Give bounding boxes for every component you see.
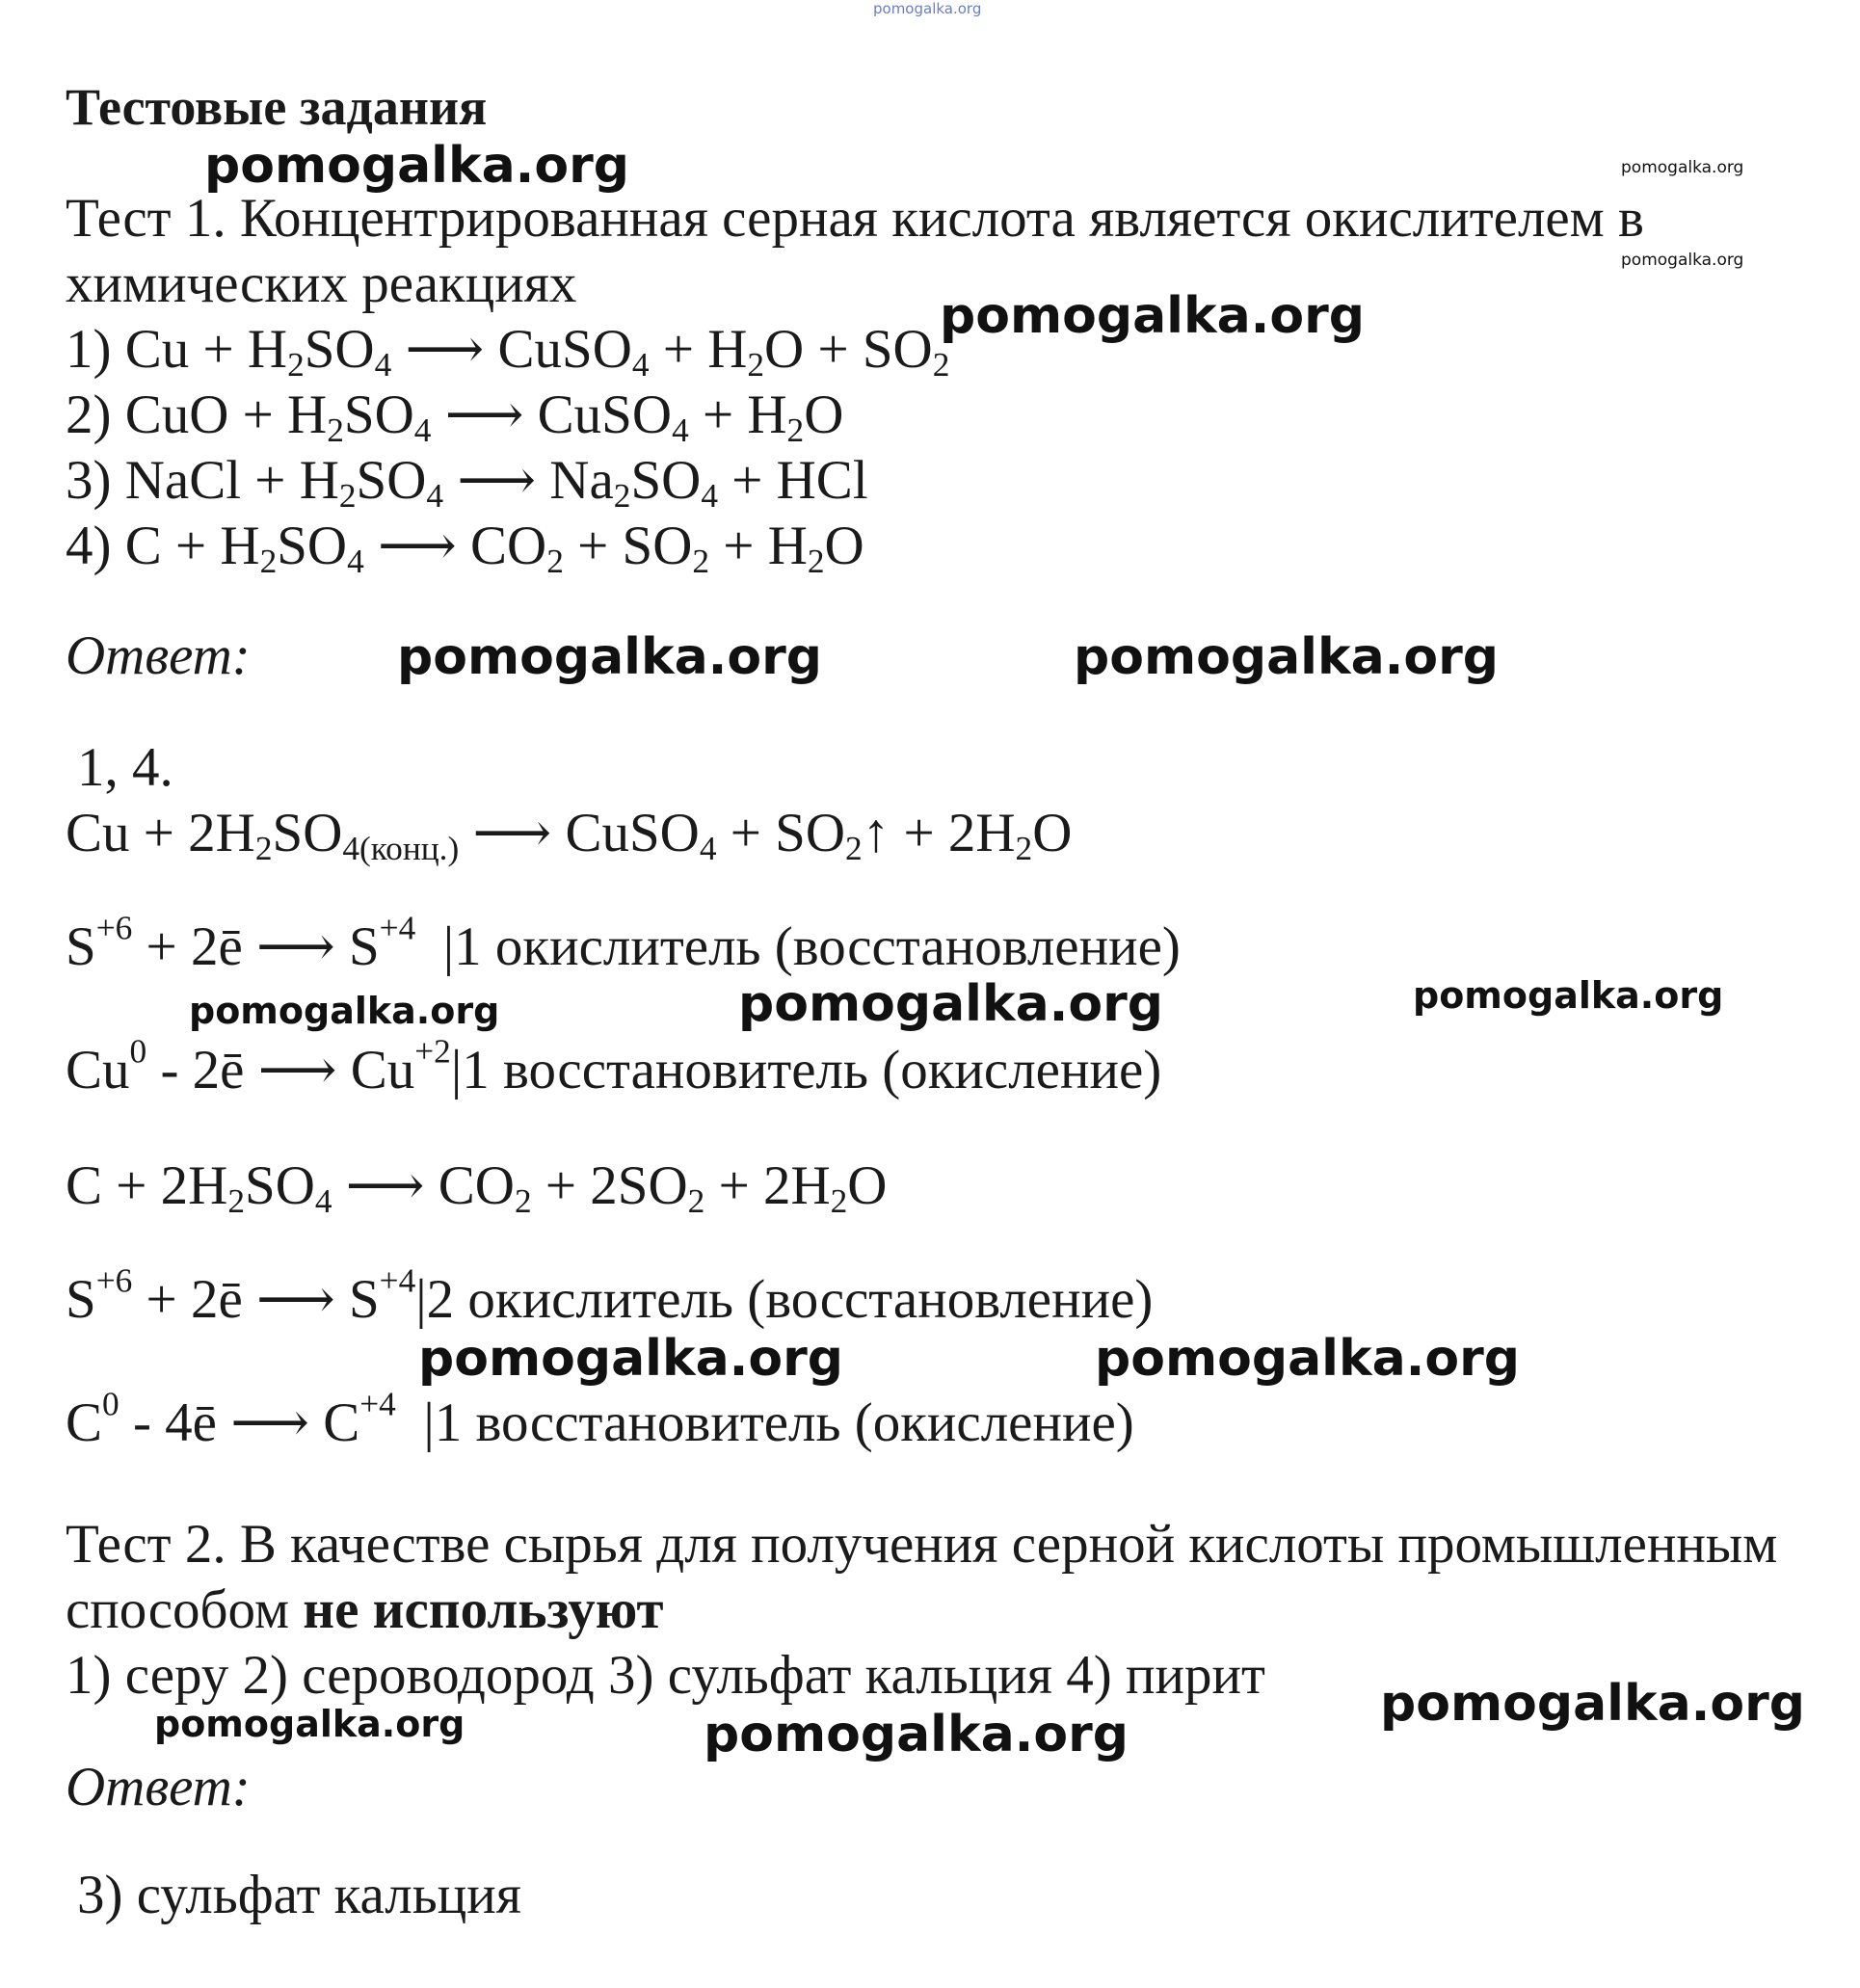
header-watermark: pomogalka.org [873, 0, 982, 17]
test1-option-1: 1) $Cu + H_2SO_4$ ⟶ CuSO$_4$ + $H_2O + SO_2$ [66, 319, 950, 384]
watermark-4: pomogalka.org [940, 287, 1366, 345]
test1-half-reaction-2: Cu$^0$ - 2ē ⟶ $Cu^{+2}|1$ восстановитель (окисление) [66, 1032, 1162, 1100]
test1-question-line1: Тест 1. Концентрированная серная кислота является окислителем в [66, 188, 1644, 249]
test1-question-line2: химических реакциях [66, 253, 577, 314]
test1-half-reaction-3: $S^{+6}$ + 2ē ⟶ $S^{+4}|2$ окислитель (восстановление) [66, 1261, 1154, 1330]
watermark-2: pomogalka.org [1621, 158, 1744, 177]
watermark-12: pomogalka.org [1380, 1675, 1806, 1733]
test1-half-reaction-4: $C^0$ - 4ē ⟶ $C^{+4}$ |1 восстановитель (окисление) [66, 1385, 1134, 1453]
watermark-6: pomogalka.org [1074, 628, 1500, 686]
watermark-8: pomogalka.org [738, 975, 1164, 1033]
test1-option-2: 2) CuO + $H_2SO_4$ ⟶ CuSO$_4$ + $H_2O$ [66, 384, 844, 449]
watermark-5: pomogalka.org [397, 628, 823, 686]
test1-option-3: 3) NaCl + $H_2SO_4$ ⟶ $Na_2SO_4$ + HCl [66, 450, 868, 515]
test2-answer-label: Ответ: [66, 1757, 251, 1817]
watermark-7: pomogalka.org [189, 990, 500, 1032]
test1-answer: 1, 4. [77, 737, 173, 798]
watermark-1: pomogalka.org [204, 137, 630, 195]
watermark-3: pomogalka.org [1621, 251, 1744, 270]
test2-options: 1) серу 2) сероводород 3) сульфат кальция 4) пирит [66, 1645, 1265, 1706]
watermark-13: pomogalka.org [154, 1703, 465, 1745]
watermark-9: pomogalka.org [1413, 974, 1724, 1017]
test1-answer-label: Ответ: [66, 625, 251, 686]
test1-option-4: 4) $C + H_2SO_4$ ⟶ $CO_2 + SO_2 + H_2O$ [66, 516, 864, 580]
test1-half-reaction-1: $S^{+6}$ + 2ē ⟶ $S^{+4}$ |1 окислитель (восстановление) [66, 909, 1181, 977]
watermark-14: pomogalka.org [704, 1706, 1129, 1763]
watermark-10: pomogalka.org [418, 1330, 844, 1388]
test2-question-line2: способом не используют [66, 1579, 664, 1640]
test1-equation-2: $C + 2H_2SO_4$ ⟶ $CO_2 + 2SO_2 + 2H_2O$ [66, 1155, 888, 1220]
page-title: Тестовые задания [66, 78, 488, 136]
test2-answer: 3) сульфат кальция [77, 1865, 521, 1925]
test1-equation-1: $Cu + 2H_2SO_{4(конц.)}$ ⟶ CuSO$_4$ + $SO_2↑ + 2H_2O$ [66, 803, 1073, 867]
test2-question-line1: Тест 2. В качестве сырья для получения серной кислоты промышленным [66, 1514, 1778, 1575]
watermark-11: pomogalka.org [1095, 1330, 1521, 1388]
